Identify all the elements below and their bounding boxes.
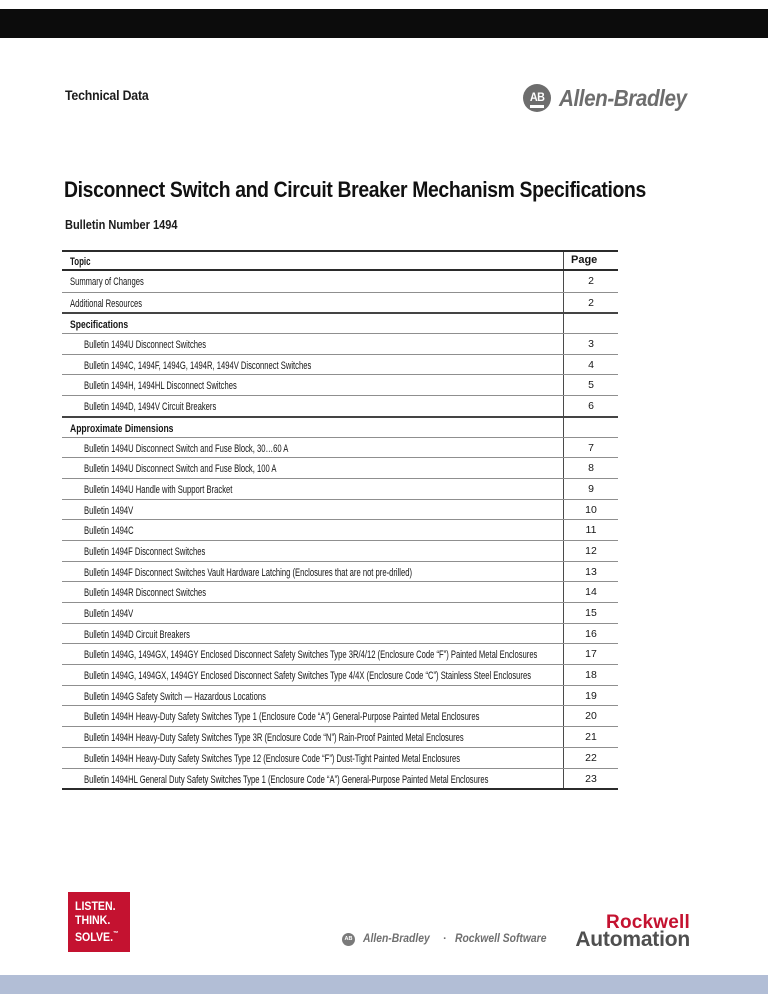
- tagline-line: LISTEN.: [75, 901, 116, 913]
- topic-cell: Bulletin 1494G, 1494GX, 1494GY Enclosed Disconnect Safety Switches Type 4/4X (Enclosure Code “C”) Stainless Steel Enclosures: [84, 670, 532, 683]
- table-row: [62, 395, 618, 416]
- topic-cell: Additional Resources: [70, 297, 143, 310]
- table-row: [62, 561, 618, 582]
- table-row: [62, 540, 618, 561]
- trademark-symbol: ™: [113, 931, 119, 938]
- page-cell: 7: [563, 438, 618, 458]
- page-cell: 10: [563, 500, 618, 520]
- table-row: [62, 271, 618, 292]
- page-cell: 23: [563, 769, 618, 789]
- topic-cell: Bulletin 1494H, 1494HL Disconnect Switches: [84, 380, 237, 393]
- toc-table: [62, 250, 618, 790]
- table-row: [62, 499, 618, 520]
- page-cell: 8: [563, 458, 618, 478]
- page-cell: 6: [563, 396, 618, 416]
- topic-cell: Bulletin 1494G, 1494GX, 1494GY Enclosed Disconnect Safety Switches Type 3R/4/12 (Enclosure Code “F”) Painted Metal Enclosures: [84, 649, 538, 662]
- automation-label: Automation: [575, 928, 690, 951]
- page-cell: 2: [563, 271, 618, 292]
- table-row: [62, 726, 618, 747]
- rockwell-label: Rockwell: [606, 912, 690, 933]
- topic-cell: Bulletin 1494U Disconnect Switch and Fuse Block, 30…60 A: [84, 442, 289, 455]
- toc-header-row: [62, 252, 618, 271]
- topic-cell: Bulletin 1494F Disconnect Switches: [84, 545, 206, 558]
- table-row: [62, 374, 618, 395]
- topic-cell: Bulletin 1494V: [84, 608, 134, 620]
- table-row: [62, 478, 618, 499]
- page-cell: [563, 314, 618, 333]
- ab-badge-icon: [523, 84, 551, 112]
- topic-cell: Specifications: [70, 319, 129, 332]
- page-subtitle: Bulletin Number 1494: [65, 218, 178, 232]
- topic-cell: Approximate Dimensions: [70, 422, 174, 435]
- table-row: [62, 623, 618, 644]
- page-cell: 14: [563, 582, 618, 602]
- topic-cell: Bulletin 1494U Disconnect Switch and Fuse Block, 100 A: [84, 463, 277, 476]
- page-cell: 5: [563, 375, 618, 395]
- toc-header-page: Page: [563, 252, 618, 269]
- page-cell: 12: [563, 541, 618, 561]
- topic-cell: Bulletin 1494C: [84, 525, 134, 538]
- brand-separator: ·: [443, 933, 447, 945]
- table-row: [62, 643, 618, 664]
- table-row: [62, 685, 618, 706]
- page-title: Disconnect Switch and Circuit Breaker Mechanism Specifications: [64, 177, 646, 202]
- toc-table-body: [62, 271, 618, 788]
- allen-bradley-footer-label: Allen-Bradley: [363, 933, 430, 945]
- table-row: [62, 312, 618, 333]
- topic-cell: Bulletin 1494H Heavy-Duty Safety Switches Type 1 (Enclosure Code “A”) General-Purpose Painted Metal Enclosures: [84, 711, 480, 724]
- rockwell-automation-logo: [540, 913, 690, 950]
- page-cell: 18: [563, 665, 618, 685]
- topic-cell: Bulletin 1494HL General Duty Safety Switches Type 1 (Enclosure Code “A”) General-Purpose Painted Metal Enclosures: [84, 773, 489, 786]
- rockwell-software-label: Rockwell Software: [454, 933, 547, 945]
- table-row: [62, 519, 618, 540]
- page-cell: 16: [563, 624, 618, 644]
- page-cell: 4: [563, 355, 618, 375]
- toc-header-topic: Topic: [70, 256, 91, 268]
- topic-cell: Bulletin 1494H Heavy-Duty Safety Switches Type 3R (Enclosure Code “N”) Rain-Proof Painted Metal Enclosures: [84, 732, 464, 745]
- table-row: [62, 581, 618, 602]
- topic-cell: Bulletin 1494U Disconnect Switches: [84, 339, 207, 352]
- table-row: [62, 292, 618, 313]
- topic-cell: Bulletin 1494H Heavy-Duty Safety Switches Type 12 (Enclosure Code “F”) Dust-Tight Painted Metal Enclosures: [84, 752, 461, 765]
- page-cell: 17: [563, 644, 618, 664]
- table-row: [62, 705, 618, 726]
- topic-cell: Bulletin 1494G Safety Switch — Hazardous Locations: [84, 690, 266, 703]
- page-cell: 22: [563, 748, 618, 768]
- ab-badge-ribbon: [530, 105, 544, 109]
- page-cell: 2: [563, 293, 618, 313]
- bottom-blue-bar: [0, 975, 768, 994]
- topic-cell: Bulletin 1494R Disconnect Switches: [84, 587, 207, 600]
- topic-cell: Bulletin 1494V: [84, 504, 134, 517]
- table-row: [62, 664, 618, 685]
- table-row: [62, 747, 618, 768]
- table-row: [62, 768, 618, 789]
- page-cell: 11: [563, 520, 618, 540]
- tagline-line: THINK.: [75, 914, 111, 927]
- allen-bradley-logo: [523, 83, 701, 113]
- footer-brand-lockup: [342, 930, 556, 948]
- topic-cell: Summary of Changes: [70, 276, 144, 288]
- page-cell: [563, 418, 618, 437]
- table-row: [62, 437, 618, 458]
- table-row: [62, 333, 618, 354]
- topic-cell: Bulletin 1494C, 1494F, 1494G, 1494R, 1494V Disconnect Switches: [84, 359, 312, 372]
- table-row: [62, 416, 618, 437]
- page-cell: 13: [563, 562, 618, 582]
- topic-cell: Bulletin 1494U Handle with Support Bracket: [84, 483, 233, 496]
- table-row: [62, 354, 618, 375]
- ab-badge-text: AB: [529, 89, 545, 104]
- page-cell: 20: [563, 706, 618, 726]
- allen-bradley-logo-text: Allen-Bradley: [559, 84, 687, 111]
- ab-badge-small-icon: AB: [342, 933, 355, 946]
- listen-think-solve-badge: [68, 892, 130, 952]
- topic-cell: Bulletin 1494F Disconnect Switches Vault Hardware Latching (Enclosures that are not pre-drilled): [84, 566, 413, 579]
- topic-cell: Bulletin 1494D, 1494V Circuit Breakers: [84, 401, 217, 414]
- page-cell: 19: [563, 686, 618, 706]
- tagline-line: SOLVE.™: [75, 931, 119, 945]
- page-cell: 9: [563, 479, 618, 499]
- table-row: [62, 457, 618, 478]
- page-cell: 15: [563, 603, 618, 623]
- topic-cell: Bulletin 1494D Circuit Breakers: [84, 628, 190, 641]
- doc-type-label: Technical Data: [65, 87, 149, 103]
- page-cell: 21: [563, 727, 618, 747]
- table-row: [62, 602, 618, 623]
- page-cell: 3: [563, 334, 618, 354]
- top-black-bar: [0, 9, 768, 38]
